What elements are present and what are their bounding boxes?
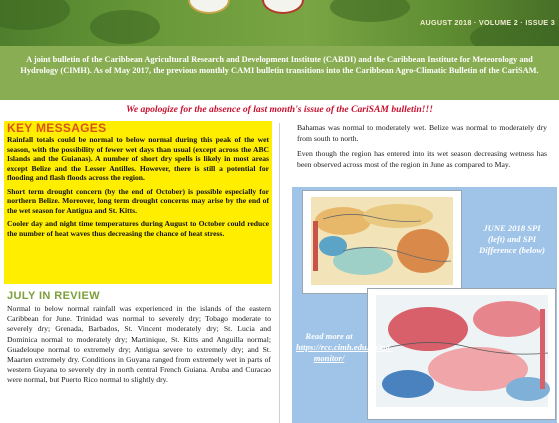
map-dry-area: [363, 204, 433, 228]
map-dry-area: [315, 207, 371, 235]
key-message: Short term drought concern (by the end of October) is possible especially for northern Belize. Moreover, long term drought concerns may arise by the end of the wet season for Antigua and St. Kitts.: [7, 186, 269, 215]
intro-band: [0, 46, 559, 100]
leaf-decoration: [0, 0, 70, 30]
map-dry-area: [397, 229, 449, 273]
july-review-text: Normal to below normal rainfall was experienced in the islands of the eastern Caribbean for June. Trinidad was normal to severely dry; Tobago moderate to severely dry; Grenada, Barbados, St. Vincent moderately dry; St. Lucia and Dominica normal to moderately dry; Martinique, St. Kitts and Anguilla normal; Guadeloupe normal to extremely dry; Antigua severe to extremely dry; and St. Maarten extremely dry. Conditions in Guyana ranged from extremely wet in parts of western Guyana to severely dry in north central French Guiana. Aruba and Curacao were normal, but Puerto Rico normal to slightly dry.: [7, 304, 271, 385]
spi-difference-map: [367, 288, 556, 420]
key-message: Cooler day and night time temperatures during August to October could reduce the number of heat waves thus decreasing the chance of heat stress.: [7, 219, 269, 238]
cimh-logo: [262, 0, 304, 14]
map-caption: JUNE 2018 SPI (left) and SPI Difference (below): [479, 223, 545, 255]
map-drier-area: [473, 301, 543, 337]
intro-text: A joint bulletin of the Caribbean Agricultural Research and Development Institute (CARDI) and the Caribbean Institute for Meteorology and Hydrology (CIMH). As of May 2017, the previous monthly CAMI bulletin transitions into the Caribbean Agro-Climatic Bulletin of the CariSAM.: [20, 55, 539, 75]
header-banner: [0, 0, 559, 46]
leaf-decoration: [90, 10, 160, 44]
apology-notice: We apologize for the absence of last month's issue of the CariSAM bulletin!!!: [126, 104, 433, 115]
key-message: Rainfall totals could be normal to below normal during this peak of the wet season, with the possibility of fewer wet days than usual (except across the ABC Islands and the Guianas). A number of short dry spells is likely in most areas except Belize and the Lesser Antilles. However, there is still a potential for flooding and flash floods across the region.: [7, 135, 269, 182]
read-more-label: Read more at: [305, 331, 353, 341]
map-legend: [540, 309, 545, 389]
key-messages-box: [4, 121, 272, 284]
map-wetter-area: [382, 370, 434, 398]
map-wet-area: [319, 236, 347, 256]
key-messages-title: KEY MESSAGES: [7, 121, 107, 135]
spi-map-panel: [292, 187, 557, 423]
right-column-text: [297, 123, 547, 175]
key-messages-body: [7, 135, 269, 242]
cardi-logo: [188, 0, 230, 14]
map-legend: [313, 221, 318, 271]
spi-monitor-link[interactable]: https://rcc.cimh.edu.bb/spi-monitor/: [296, 342, 393, 363]
leaf-decoration: [330, 0, 410, 22]
right-paragraph: Even though the region has entered into its wet season decreasing wetness has been observed across most of the region in June as compared to May.: [297, 149, 547, 169]
july-review-title: JULY IN REVIEW: [7, 290, 101, 302]
column-divider: [279, 123, 280, 423]
right-paragraph: Bahamas was normal to moderately wet. Belize was normal to moderately dry from south to north.: [297, 123, 547, 143]
spi-map-june-2018: [302, 190, 462, 294]
issue-line: AUGUST 2018 · VOLUME 2 · ISSUE 3: [419, 18, 555, 27]
read-more-note: [296, 331, 393, 364]
